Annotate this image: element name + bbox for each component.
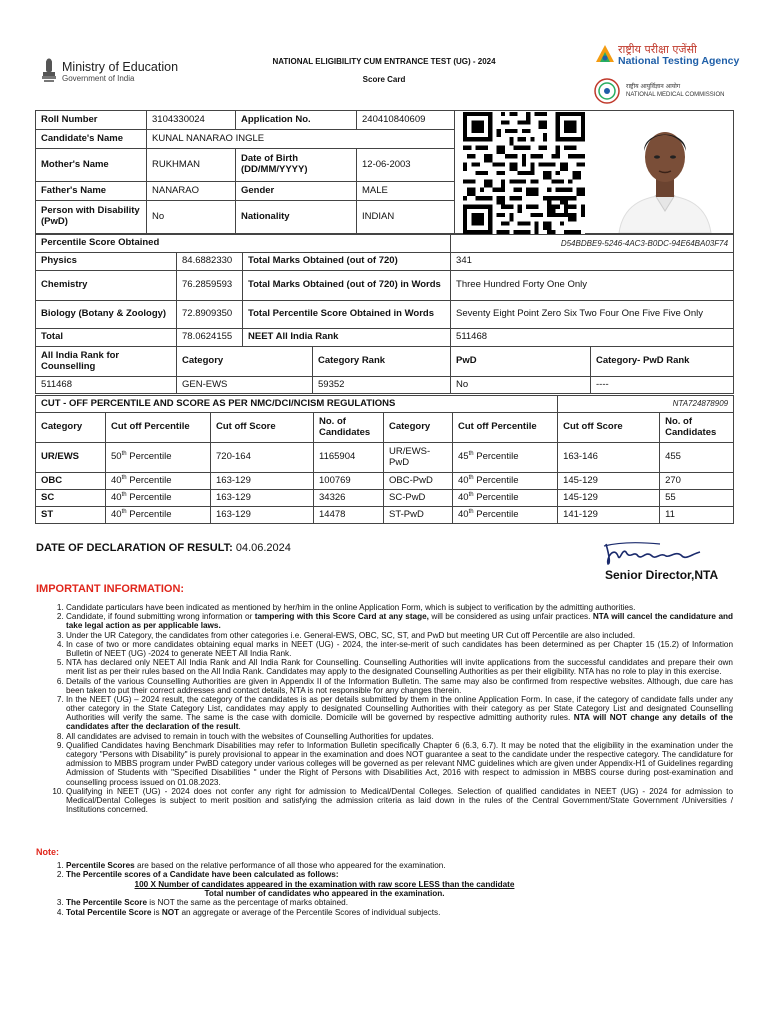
- percentile-words-value: Seventy Eight Point Zero Six Two Four One Five Five Only: [451, 301, 734, 329]
- pwd-rank-value: ----: [591, 377, 734, 394]
- cutoff-score-header: Cut off Score: [211, 413, 314, 443]
- declaration-label: DATE OF DECLARATION OF RESULT:: [36, 542, 233, 554]
- note-heading: Note:: [36, 847, 59, 857]
- row-category-pwd: OBC-PwD: [384, 473, 453, 490]
- nta-emblem-icon: [594, 42, 616, 66]
- gender-label: Gender: [236, 182, 357, 201]
- list-item: 4. Total Percentile Score is NOT an aggregate or average of the Percentile Scores of individual subjects.: [66, 908, 733, 917]
- air-label: NEET All India Rank: [243, 329, 451, 347]
- list-item: 5. NTA has declared only NEET All India Rank and All India Rank for Counselling. Counselling Authorities will invite applications from the successful candidates and prepare their own merit list as per their rules based on the All India Rank. Candidates may apply to the designated Counselling Authorities as per their eligibility. NTA has no role to play in this exercise.: [66, 658, 733, 676]
- chemistry-label: Chemistry: [36, 271, 177, 301]
- important-heading: IMPORTANT INFORMATION:: [36, 583, 185, 595]
- total-value: 78.0624155: [177, 329, 243, 347]
- dob-value: 12-06-2003: [357, 149, 455, 182]
- counselling-rank-label: All India Rank for Counselling: [36, 347, 177, 377]
- category-rank-label: Category Rank: [313, 347, 451, 377]
- important-list: [38, 603, 733, 814]
- list-item: 2. Candidate, if found submitting wrong information or tampering with this Score Card at any stage, will be considered as using unfair practices. NTA will cancel the candidature and take legal action as per applicable laws.: [66, 612, 733, 630]
- cutoff-percentile-header: Cut off Percentile: [106, 413, 211, 443]
- pwd-label: Person with Disability (PwD): [36, 201, 147, 234]
- nmc-hindi: राष्ट्रीय आयुर्विज्ञान आयोग: [626, 83, 681, 90]
- table-row: [36, 473, 734, 490]
- row-candidates: 100769: [314, 473, 384, 490]
- nmc-logo: [594, 78, 744, 106]
- pwd-value: No: [147, 201, 236, 234]
- nmc-seal-icon: [594, 78, 620, 104]
- row-score-pwd: 163-146: [558, 443, 660, 473]
- list-item: 1. Percentile Scores are based on the relative performance of all those who appeared for the examination.: [66, 861, 733, 870]
- row-percentile: 40th Percentile: [106, 507, 211, 524]
- row-category-pwd: SC-PwD: [384, 490, 453, 507]
- list-item: 2. The Percentile scores of a Candidate have been calculated as follows: 100 X Number of candidates appeared in the examination with raw score LESS than the candidate Total number of candidates who appeared in the examination.: [66, 870, 733, 898]
- category-label: Category: [177, 347, 313, 377]
- percentile-words-label: Total Percentile Score Obtained in Words: [243, 301, 451, 329]
- total-words-label: Total Marks Obtained (out of 720) in Words: [243, 271, 451, 301]
- list-item: 10. Qualifying in NEET (UG) - 2024 does not confer any right for admission to Medical/Dental Colleges. Selection of qualified candidates in NEET (UG) - 2024 for admission to Medical/Dental Colleges is subject to merit position and satisfying the admission criteria as laid down in the rules of the Central Government/State Government /Universities / Institutions concerned.: [66, 787, 733, 815]
- nationality-label: Nationality: [236, 201, 357, 234]
- national-emblem-icon: [40, 58, 58, 86]
- table-row: [36, 490, 734, 507]
- formula-numerator: 100 X Number of candidates appeared in the examination with raw score LESS than the candidate: [134, 879, 515, 889]
- father-name-value: NANARAO: [147, 182, 236, 201]
- total-marks-value: 341: [451, 253, 734, 271]
- category-value: GEN-EWS: [177, 377, 313, 394]
- row-candidates-pwd: 55: [660, 490, 734, 507]
- dob-label: Date of Birth (DD/MM/YYYY): [236, 149, 357, 182]
- row-candidates-pwd: 455: [660, 443, 734, 473]
- ministry-title: Ministry of Education: [62, 60, 179, 74]
- list-item: 1. Candidate particulars have been indicated as mentioned by her/him in the online Application Form, which is subject to verification by the admitting authorities.: [66, 603, 733, 612]
- row-score: 163-129: [211, 490, 314, 507]
- ministry-logo: [40, 58, 200, 88]
- list-item: 6. Details of the various Counselling Authorities are given in Appendix II of the Information Bulletin. The same may also be confirmed from respective websites. Although, due care has been taken to put their correct addresses and contact details, NTA is not responsible for any changes therein.: [66, 677, 733, 695]
- verification-hash: D54BDBE9-5246-4AC3-B0DC-94E64BA03F74: [451, 235, 734, 253]
- row-score: 163-129: [211, 473, 314, 490]
- exam-title: NATIONAL ELIGIBILITY CUM ENTRANCE TEST (UG) - 2024: [272, 57, 496, 66]
- row-percentile-pwd: 40th Percentile: [453, 507, 558, 524]
- cutoff-category-header: Category: [36, 413, 106, 443]
- nta-english: National Testing Agency: [618, 55, 740, 67]
- application-no-value: 240410840609: [357, 111, 455, 130]
- row-category: UR/EWS: [36, 443, 106, 473]
- list-item: 3. Under the UR Category, the candidates from other categories i.e. General-EWS, OBC, SC, ST, and PwD but meeting UR Cut off Percentile are also included.: [66, 631, 733, 640]
- total-marks-label: Total Marks Obtained (out of 720): [243, 253, 451, 271]
- roll-number-label: Roll Number: [36, 111, 147, 130]
- row-score: 720-164: [211, 443, 314, 473]
- row-candidates: 34326: [314, 490, 384, 507]
- list-item: 4. In case of two or more candidates obtaining equal marks in NEET (UG) - 2024, the inter-se-merit of such candidates has been determined as per Chapter 15 (15.2) of Information Bulletin of NEET (UG) -2024 to generate NEET All India Rank.: [66, 640, 733, 658]
- percentile-heading: Percentile Score Obtained: [36, 235, 451, 253]
- cutoff-percentile-header-pwd: Cut off Percentile: [453, 413, 558, 443]
- candidate-name-label: Candidate's Name: [36, 130, 147, 149]
- qr-code: [460, 112, 588, 234]
- row-category-pwd: UR/EWS-PwD: [384, 443, 453, 473]
- signer-title: Senior Director,NTA: [605, 568, 719, 582]
- row-percentile: 40th Percentile: [106, 473, 211, 490]
- row-candidates: 14478: [314, 507, 384, 524]
- biology-label: Biology (Botany & Zoology): [36, 301, 177, 329]
- scores-table: [35, 234, 734, 347]
- cutoff-heading: CUT - OFF PERCENTILE AND SCORE AS PER NMC/DCI/NCISM REGULATIONS: [36, 396, 558, 413]
- row-category: SC: [36, 490, 106, 507]
- row-percentile-pwd: 40th Percentile: [453, 473, 558, 490]
- cutoff-code: NTA724878909: [558, 396, 734, 413]
- nationality-value: INDIAN: [357, 201, 455, 234]
- table-row: [36, 443, 734, 473]
- note-list: [38, 861, 733, 917]
- list-item: 8. All candidates are advised to remain in touch with the websites of Counselling Authorities for updates.: [66, 732, 733, 741]
- candidate-photo: [601, 113, 729, 233]
- declaration-date: 04.06.2024: [235, 542, 291, 554]
- biology-value: 72.8909350: [177, 301, 243, 329]
- pwd-col-value: No: [451, 377, 591, 394]
- physics-label: Physics: [36, 253, 177, 271]
- page-header: [0, 0, 768, 110]
- gender-value: MALE: [357, 182, 455, 201]
- row-percentile-pwd: 40th Percentile: [453, 490, 558, 507]
- row-score-pwd: 145-129: [558, 490, 660, 507]
- row-percentile-pwd: 45th Percentile: [453, 443, 558, 473]
- mother-name-value: RUKHMAN: [147, 149, 236, 182]
- card-title: Score Card: [362, 75, 406, 84]
- row-category: ST: [36, 507, 106, 524]
- row-category-pwd: ST-PwD: [384, 507, 453, 524]
- row-percentile: 50th Percentile: [106, 443, 211, 473]
- list-item: 7. In the NEET (UG) – 2024 result, the category of the candidates is as per details submitted by them in the online Application Form. In case, if the category of candidate falls under any other category in the State Category List, candidates may apply to designated Counselling Authorities with their category as per State Category List and designated Counselling Authorities will verify the same. The same is the case with domicile. Domicile will be governed by respective admitting authority rules. NTA will NOT change any details of the candidates after the declaration of the result.: [66, 695, 733, 732]
- row-score-pwd: 141-129: [558, 507, 660, 524]
- application-no-label: Application No.: [236, 111, 357, 130]
- row-score: 163-129: [211, 507, 314, 524]
- mother-name-label: Mother's Name: [36, 149, 147, 182]
- row-candidates: 1165904: [314, 443, 384, 473]
- category-rank-value: 59352: [313, 377, 451, 394]
- table-row: [36, 507, 734, 524]
- pwd-rank-label: Category- PwD Rank: [591, 347, 734, 377]
- row-score-pwd: 145-129: [558, 473, 660, 490]
- row-candidates-pwd: 270: [660, 473, 734, 490]
- father-name-label: Father's Name: [36, 182, 147, 201]
- list-item: 3. The Percentile Score is NOT the same as the percentage of marks obtained.: [66, 898, 733, 907]
- candidates-header: No. of Candidates: [314, 413, 384, 443]
- cutoff-score-header-pwd: Cut off Score: [558, 413, 660, 443]
- row-percentile: 40th Percentile: [106, 490, 211, 507]
- cutoff-table: [35, 395, 734, 524]
- roll-number-value: 3104330024: [147, 111, 236, 130]
- cutoff-category-header-pwd: Category: [384, 413, 453, 443]
- signature-icon: [600, 538, 730, 568]
- ministry-subtitle: Government of India: [62, 74, 135, 83]
- counselling-rank-value: 511468: [36, 377, 177, 394]
- candidates-header-pwd: No. of Candidates: [660, 413, 734, 443]
- total-words-value: Three Hundred Forty One Only: [451, 271, 734, 301]
- chemistry-value: 76.2859593: [177, 271, 243, 301]
- row-candidates-pwd: 11: [660, 507, 734, 524]
- physics-value: 84.6882330: [177, 253, 243, 271]
- counselling-table: [35, 346, 734, 394]
- list-item: 9. Qualified Candidates having Benchmark Disabilities may refer to Information Bulletin specifically Chapter 6 (6.3, 6.7). It may be noted that the eligibility in the examination under the category "Persons with Disability" is purely provisional to appear in the examination and does NOT guarantee a seat to the candidate under the respective category. The candidature for admission to MBBS program under PwBD category under various colleges will be governed as per relevant NMC guidelines which are given under Appendix-H1 of Guidelines regarding Admission of Students with "Specified Disabilities " under the Right of Persons with Disabilities Act, 2016 with respect to admission in MBBS course during post-examination and counselling process issued on 01.08.2023.: [66, 741, 733, 787]
- row-category: OBC: [36, 473, 106, 490]
- declaration-line: [36, 542, 291, 554]
- nta-hindi: राष्ट्रीय परीक्षा एजेंसी: [618, 43, 697, 56]
- nmc-english: NATIONAL MEDICAL COMMISSION: [626, 92, 725, 98]
- total-label: Total: [36, 329, 177, 347]
- pwd-col-label: PwD: [451, 347, 591, 377]
- percentile-formula: [66, 880, 733, 899]
- nta-logo: [594, 42, 744, 72]
- air-value: 511468: [451, 329, 734, 347]
- formula-denominator: Total number of candidates who appeared in the examination.: [204, 889, 445, 899]
- candidate-name-value: KUNAL NANARAO INGLE: [147, 130, 455, 149]
